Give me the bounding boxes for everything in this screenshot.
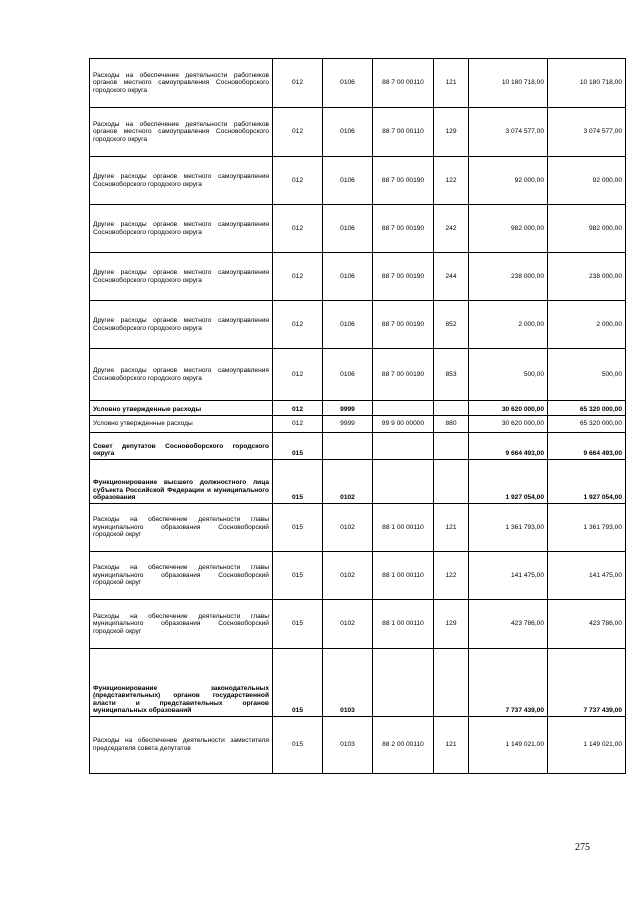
table-row (90, 433, 626, 460)
department-code-cell: 012 (273, 59, 323, 108)
amount-first-year-cell: 3 074 577,00 (469, 108, 548, 157)
section-code-cell: 0102 (323, 460, 373, 504)
section-code-cell: 0106 (323, 253, 373, 301)
target-article-cell: 88 1 00 00110 (373, 552, 434, 600)
row-name-cell: Расходы на обеспечение деятельности главы муниципального образования Сосновоборский городской округ (90, 504, 273, 552)
amount-first-year-cell: 141 475,00 (469, 552, 548, 600)
row-name-cell: Расходы на обеспечение деятельности работников органов местного самоуправления Сосновоборского городского округа (90, 59, 273, 108)
amount-second-year-cell: 1 361 793,00 (548, 504, 626, 552)
expense-type-cell: 122 (434, 552, 469, 600)
row-name-cell: Расходы на обеспечение деятельности главы муниципального образования Сосновоборский городской округ (90, 600, 273, 649)
table-row (90, 504, 626, 552)
target-article-cell: 99 9 00 00000 (373, 416, 434, 433)
target-article-cell: 88 2 00 00110 (373, 717, 434, 774)
amount-second-year-cell: 141 475,00 (548, 552, 626, 600)
section-code-cell: 0102 (323, 552, 373, 600)
table-row (90, 416, 626, 433)
department-code-cell: 015 (273, 504, 323, 552)
amount-first-year-cell: 1 361 793,00 (469, 504, 548, 552)
amount-first-year-cell: 982 000,00 (469, 205, 548, 253)
expense-type-cell (434, 433, 469, 460)
expense-type-cell: 852 (434, 301, 469, 349)
section-code-cell: 0103 (323, 649, 373, 717)
table-row (90, 460, 626, 504)
amount-second-year-cell: 1 149 021,00 (548, 717, 626, 774)
row-name-cell: Расходы на обеспечение деятельности работников органов местного самоуправления Сосновоборского городского округа (90, 108, 273, 157)
department-code-cell: 015 (273, 600, 323, 649)
expense-type-cell: 244 (434, 253, 469, 301)
department-code-cell: 012 (273, 205, 323, 253)
section-code-cell: 0106 (323, 157, 373, 205)
amount-second-year-cell: 2 000,00 (548, 301, 626, 349)
section-code-cell: 0102 (323, 504, 373, 552)
table-row (90, 600, 626, 649)
department-code-cell: 015 (273, 433, 323, 460)
target-article-cell: 88 1 00 00110 (373, 504, 434, 552)
target-article-cell: 88 7 00 00110 (373, 108, 434, 157)
expense-type-cell: 880 (434, 416, 469, 433)
section-code-cell: 0106 (323, 108, 373, 157)
target-article-cell: 88 7 00 00190 (373, 205, 434, 253)
amount-first-year-cell: 1 149 021,00 (469, 717, 548, 774)
amount-first-year-cell: 423 786,00 (469, 600, 548, 649)
department-code-cell: 015 (273, 552, 323, 600)
amount-first-year-cell: 30 620 000,00 (469, 401, 548, 416)
amount-second-year-cell: 238 000,00 (548, 253, 626, 301)
table-row (90, 108, 626, 157)
department-code-cell: 012 (273, 157, 323, 205)
target-article-cell: 88 7 00 00190 (373, 253, 434, 301)
amount-first-year-cell: 92 000,00 (469, 157, 548, 205)
expense-type-cell: 121 (434, 717, 469, 774)
section-code-cell: 0106 (323, 301, 373, 349)
amount-second-year-cell: 982 000,00 (548, 205, 626, 253)
section-code-cell (323, 433, 373, 460)
section-code-cell: 0106 (323, 205, 373, 253)
amount-first-year-cell: 2 000,00 (469, 301, 548, 349)
department-code-cell: 015 (273, 649, 323, 717)
expense-type-cell: 122 (434, 157, 469, 205)
row-name-cell: Другие расходы органов местного самоуправления Сосновоборского городского округа (90, 157, 273, 205)
expense-type-cell (434, 649, 469, 717)
section-code-cell: 0106 (323, 59, 373, 108)
row-name-cell: Условно утвержденные расходы (90, 401, 273, 416)
department-code-cell: 012 (273, 253, 323, 301)
department-code-cell: 012 (273, 416, 323, 433)
expense-type-cell (434, 401, 469, 416)
department-code-cell: 015 (273, 717, 323, 774)
target-article-cell: 88 1 00 00110 (373, 600, 434, 649)
amount-first-year-cell: 9 664 493,00 (469, 433, 548, 460)
table-row (90, 349, 626, 401)
row-name-cell: Совет депутатов Сосновоборского городского округа (90, 433, 273, 460)
table-row (90, 205, 626, 253)
target-article-cell (373, 401, 434, 416)
amount-first-year-cell: 30 620 000,00 (469, 416, 548, 433)
department-code-cell: 012 (273, 108, 323, 157)
table-row (90, 157, 626, 205)
expense-type-cell (434, 460, 469, 504)
amount-second-year-cell: 423 786,00 (548, 600, 626, 649)
amount-second-year-cell: 10 180 718,00 (548, 59, 626, 108)
section-code-cell: 9999 (323, 416, 373, 433)
row-name-cell: Другие расходы органов местного самоуправления Сосновоборского городского округа (90, 205, 273, 253)
target-article-cell: 88 7 00 00110 (373, 59, 434, 108)
expense-type-cell: 121 (434, 504, 469, 552)
page-number: 275 (575, 842, 590, 853)
target-article-cell (373, 433, 434, 460)
table-row (90, 552, 626, 600)
amount-first-year-cell: 238 000,00 (469, 253, 548, 301)
department-code-cell: 012 (273, 349, 323, 401)
table-row (90, 253, 626, 301)
table-row (90, 59, 626, 108)
amount-first-year-cell: 500,00 (469, 349, 548, 401)
amount-first-year-cell: 1 927 054,00 (469, 460, 548, 504)
table-row (90, 649, 626, 717)
target-article-cell: 88 7 00 00190 (373, 157, 434, 205)
section-code-cell: 0106 (323, 349, 373, 401)
row-name-cell: Условно утвержденные расходы (90, 416, 273, 433)
amount-second-year-cell: 92 000,00 (548, 157, 626, 205)
amount-second-year-cell: 65 320 000,00 (548, 401, 626, 416)
row-name-cell: Функционирование законодательных (представительных) органов государственной власти и представительных органов муниципальных образований (90, 649, 273, 717)
row-name-cell: Расходы на обеспечение деятельности главы муниципального образования Сосновоборский городской округ (90, 552, 273, 600)
budget-table (89, 58, 626, 774)
expense-type-cell: 129 (434, 600, 469, 649)
expense-type-cell: 853 (434, 349, 469, 401)
amount-second-year-cell: 1 927 054,00 (548, 460, 626, 504)
expense-type-cell: 121 (434, 59, 469, 108)
row-name-cell: Другие расходы органов местного самоуправления Сосновоборского городского округа (90, 301, 273, 349)
expense-type-cell: 242 (434, 205, 469, 253)
amount-second-year-cell: 500,00 (548, 349, 626, 401)
section-code-cell: 9999 (323, 401, 373, 416)
table-row (90, 401, 626, 416)
amount-second-year-cell: 9 664 493,00 (548, 433, 626, 460)
target-article-cell: 88 7 00 00190 (373, 301, 434, 349)
amount-first-year-cell: 7 737 439,00 (469, 649, 548, 717)
target-article-cell (373, 649, 434, 717)
amount-second-year-cell: 3 074 577,00 (548, 108, 626, 157)
target-article-cell: 88 7 00 00190 (373, 349, 434, 401)
row-name-cell: Другие расходы органов местного самоуправления Сосновоборского городского округа (90, 253, 273, 301)
amount-second-year-cell: 7 737 439,00 (548, 649, 626, 717)
row-name-cell: Расходы на обеспечение деятельности заместителя председателя совета депутатов (90, 717, 273, 774)
target-article-cell (373, 460, 434, 504)
row-name-cell: Функционирование высшего должностного лица субъекта Российской Федерации и муниципального образования (90, 460, 273, 504)
table-row (90, 301, 626, 349)
section-code-cell: 0102 (323, 600, 373, 649)
department-code-cell: 015 (273, 460, 323, 504)
department-code-cell: 012 (273, 401, 323, 416)
section-code-cell: 0103 (323, 717, 373, 774)
amount-first-year-cell: 10 180 718,00 (469, 59, 548, 108)
department-code-cell: 012 (273, 301, 323, 349)
amount-second-year-cell: 65 320 000,00 (548, 416, 626, 433)
table-body (90, 59, 626, 774)
table-row (90, 717, 626, 774)
row-name-cell: Другие расходы органов местного самоуправления Сосновоборского городского округа (90, 349, 273, 401)
expense-type-cell: 129 (434, 108, 469, 157)
